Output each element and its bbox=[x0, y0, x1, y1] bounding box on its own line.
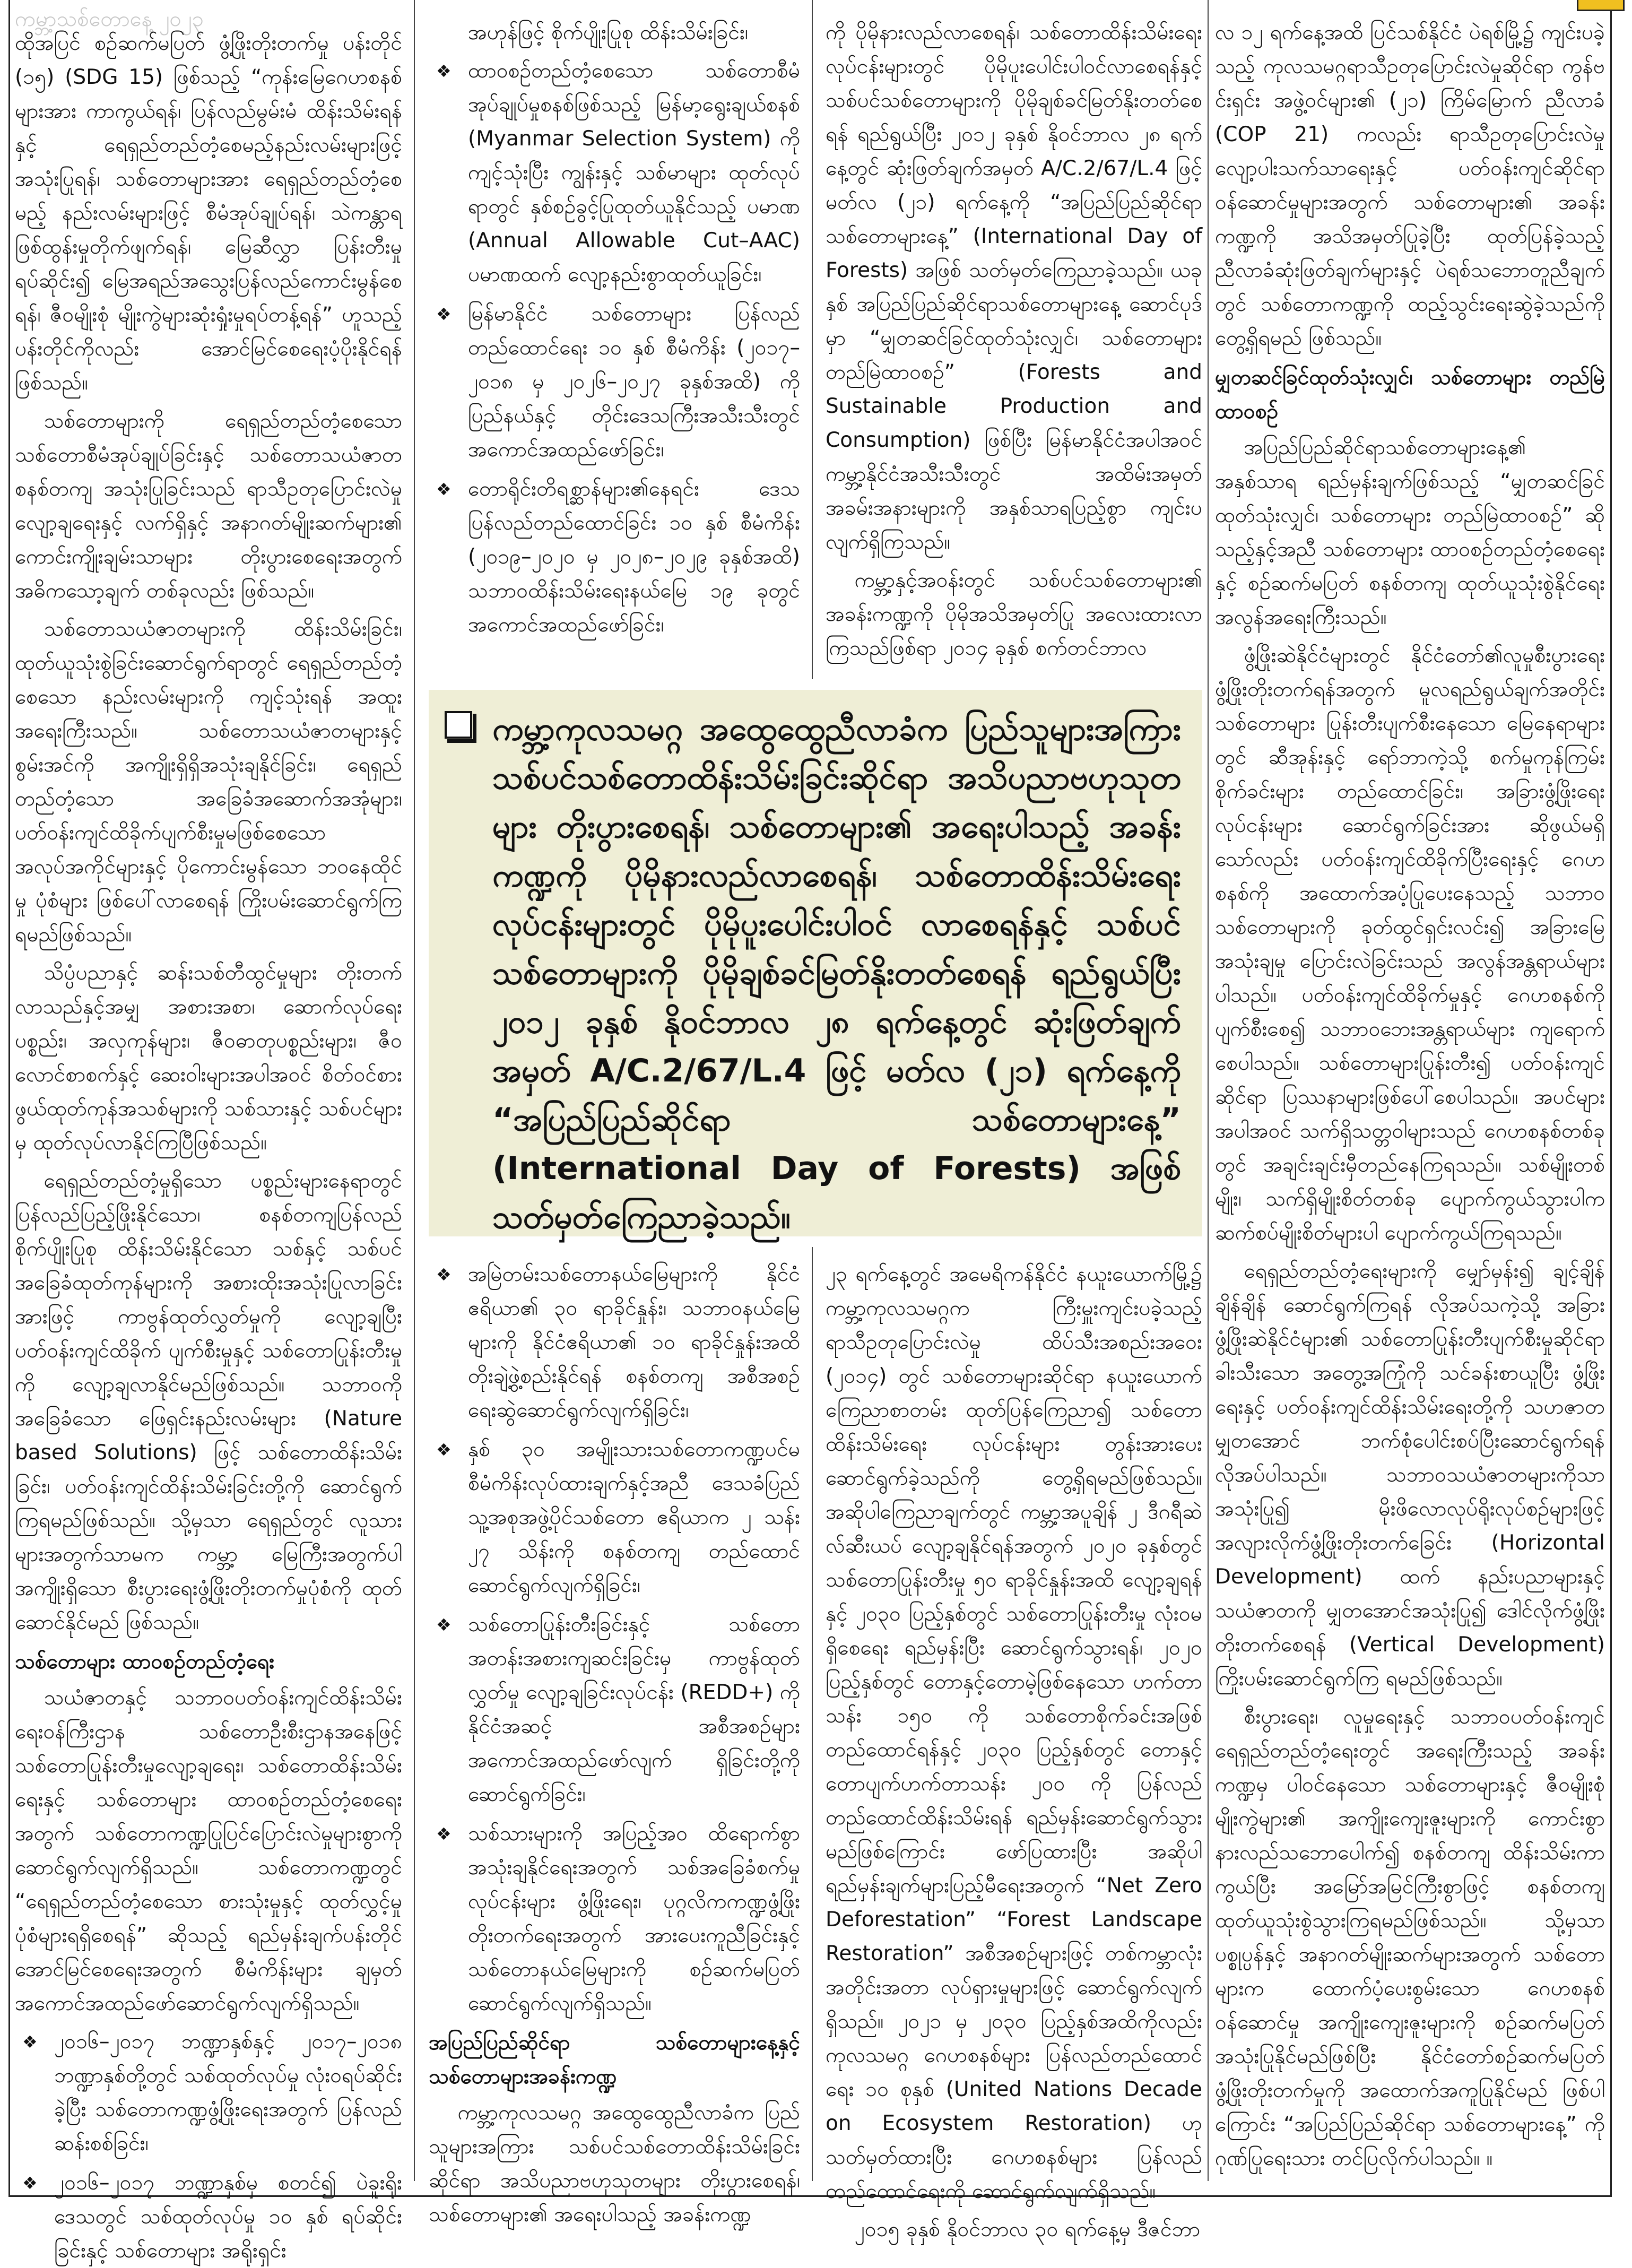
bullet-item: ❖ အမြဲတမ်းသစ်တောနယ်မြေများကို နိုင်ငံဧရိယာ၏ ၃၀ ရာခိုင်နှုန်း၊ သဘာဝနယ်မြေများကို နိုင်ငံဧရိယာ၏ ၁၀ ရာခိုင်နှုန်းအထိ တိုးချဲ့ဖွဲ့စည်းနိုင်ရန် စနစ်တကျ အစီအစဉ်ရေးဆွဲဆောင်ရွက်လျက်ရှိခြင်း၊ bbox=[429, 1258, 800, 1427]
paragraph: စီးပွားရေး၊ လူမှုရေးနှင့် သဘာဝပတ်ဝန်းကျင် ရေရှည်တည်တံ့ရေးတွင် အရေးကြီးသည့် အခန်းကဏ္ဍမှ ပါဝင်နေသော သစ်တောများနှင့် ဇီဝမျိုးစုံမျိုးကွဲများ၏ အကျိုးကျေးဇူးများကို ကောင်းစွာနားလည်သဘောပေါက်၍ စနစ်တကျ ထိန်းသိမ်းကာကွယ်ပြီး အမြော်အမြင်ကြီးစွာဖြင့် စနစ်တကျ ထုတ်ယူသုံးစွဲသွားကြရမည်ဖြစ်သည်။ သို့မှသာ ပစ္စုပ္ပန်နှင့် အနာဂတ်မျိုးဆက်များအတွက် သစ်တောများက ထောက်ပံ့ပေးစွမ်းသော ဂေဟစနစ်ဝန်ဆောင်မှု အကျိုးကျေးဇူးများကို စဉ်ဆက်မပြတ် အသုံးပြုနိုင်မည်ဖြစ်ပြီး နိုင်ငံတော်စဉ်ဆက်မပြတ် ဖွံ့ဖြိုးတိုးတက်မှုကို အထောက်အကူပြုနိုင်မည် ဖြစ်ပါကြောင်း “အပြည်ပြည်ဆိုင်ရာ သစ်တောများနေ့” ကို ဂုဏ်ပြုရေးသား တင်ပြလိုက်ပါသည်။ ။ bbox=[1215, 1705, 1605, 2170]
checkbox-bullet-icon bbox=[445, 711, 472, 739]
article-column-2-lower bbox=[429, 1258, 800, 2227]
bullet-item: ❖ နှစ် ၃၀ အမျိုးသားသစ်တောကဏ္ဍပင်မ စီမံကိန်းလုပ်ထားချက်နှင့်အညီ ဒေသခံပြည်သူ့အစုအဖွဲ့ပိုင်သစ်တော ဧရိယာက ၂ သန်း ၂၇ သိန်းကို စနစ်တကျ တည်ထောင်ဆောင်ရွက်လျက်ရှိခြင်း၊ bbox=[429, 1433, 800, 1603]
corner-tab bbox=[1577, 0, 1625, 11]
article-column-3 bbox=[826, 16, 1202, 674]
article-column-4 bbox=[1215, 16, 1605, 2181]
paragraph: ကမ္ဘာ့ကုလသမဂ္ဂ အထွေထွေညီလာခံက ပြည်သူများအကြား သစ်ပင်သစ်တောထိန်းသိမ်းခြင်းဆိုင်ရာ အသိပညာဗဟုသုတများ တိုးပွားစေရန်၊ သစ်တောများ၏ အရေးပါသည့် အခန်းကဏ္ဍ bbox=[429, 2101, 800, 2227]
running-head: ကမ္ဘာ့သစ်တောနေ့ ၂၀၂၃ bbox=[15, 7, 204, 31]
column-rule bbox=[414, 0, 415, 2181]
pull-quote-text: ကမ္ဘာ့ကုလသမဂ္ဂ အထွေထွေညီလာခံက ပြည်သူများအကြား သစ်ပင်သစ်တောထိန်းသိမ်းခြင်းဆိုင်ရာ အသိပညာဗဟုသုတများ တိုးပွားစေရန်၊ သစ်တောများ၏ အရေးပါသည့် အခန်းကဏ္ဍကို ပိုမိုနားလည်လာစေရန်၊ သစ်တောထိန်းသိမ်းရေးလုပ်ငန်းများတွင် ပိုမိုပူးပေါင်းပါဝင် လာစေရန်နှင့် သစ်ပင်သစ်တောများကို ပိုမိုချစ်ခင်မြတ်နိုးတတ်စေရန် ရည်ရွယ်ပြီး ၂၀၁၂ ခုနှစ် နိုဝင်ဘာလ ၂၈ ရက်နေ့တွင် ဆုံးဖြတ်ချက်အမှတ် A/C.2/67/L.4 ဖြင့် မတ်လ (၂၁) ရက်နေ့ကို “အပြည်ပြည်ဆိုင်ရာ သစ်တောများနေ့” (International Day of Forests) အဖြစ် သတ်မှတ်ကြေညာခဲ့သည်။ bbox=[492, 711, 1181, 1236]
bullet-item: ❖ ၂၀၁၆–၂၀၁၇ ဘဏ္ဍာနှစ်မှ စတင်၍ ပဲခူးရိုးဒေသတွင် သစ်ထုတ်လုပ်မှု ၁၀ နှစ် ရပ်ဆိုင်းခြင်းနှင့် သစ်တောများ အရိုးရှင်း bbox=[15, 2166, 402, 2268]
bullet-item: ❖ ၂၀၁၆–၂၀၁၇ ဘဏ္ဍာနှစ်နှင့် ၂၀၁၇–၂၀၁၈ ဘဏ္ဍာနှစ်တို့တွင် သစ်ထုတ်လုပ်မှု လုံးဝရပ်ဆိုင်းခဲ့ပြီး သစ်တောကဏ္ဍဖွံ့ဖြိုးရေးအတွက် ပြန်လည်ဆန်းစစ်ခြင်း၊ bbox=[15, 2025, 402, 2161]
paragraph: ဖွံ့ဖြိုးဆဲနိုင်ငံများတွင် နိုင်ငံတော်၏လူမှုစီးပွားရေးဖွံ့ဖြိုးတိုးတက်ရန်အတွက် မူလရည်ရွယ်ချက်အတိုင်း သစ်တောများ ပြုန်းတီးပျက်စီးနေသော မြေနေရာများတွင် ဆီအုန်းနှင့် ရော်ဘာကဲ့သို့ စက်မှုကုန်ကြမ်းစိုက်ခင်းများ တည်ထောင်ခြင်း၊ အခြားဖွံ့ဖြိုးရေးလုပ်ငန်းများ ဆောင်ရွက်ခြင်းအား ဆိုဖွယ်မရှိသော်လည်း ပတ်ဝန်းကျင်ထိခိုက်ပြီးရေးနှင့် ဂေဟစနစ်ကို အထောက်အပံ့ပြုပေးနေသည့် သဘာဝသစ်တောများကို ခုတ်ထွင်ရှင်းလင်း၍ အခြားမြေအသုံးချမှု ပြောင်းလဲခြင်းသည် အလွန်အန္တရာယ်များပါသည်။ ပတ်ဝန်းကျင်ထိခိုက်မှုနှင့် ဂေဟစနစ်ကို ပျက်စီးစေ၍ သဘာဝဘေးအန္တရာယ်များ ကျရောက်စေပါသည်။ သစ်တောများပြုန်းတီး၍ ပတ်ဝန်းကျင်ဆိုင်ရာ ပြဿနာများဖြစ်ပေါ်စေပါသည်။ အပင်များအပါအဝင် သက်ရှိသတ္တဝါများသည် ဂေဟစနစ်တစ်ခုတွင် အချင်းချင်းမှီတည်နေကြရသည်။ သစ်မျိုးတစ်မျိုး၊ သက်ရှိမျိုးစိတ်တစ်ခု ပျောက်ကွယ်သွားပါက ဆက်စပ်မျိုးစိတ်များပါ ပျောက်ကွယ်ကြရသည်။ bbox=[1215, 644, 1605, 1245]
section-heading: အပြည်ပြည်ဆိုင်ရာ သစ်တောများနေ့နှင့် သစ်တောများအခန်းကဏ္ဍ bbox=[429, 2031, 800, 2089]
column-rule bbox=[812, 0, 813, 679]
paragraph: ကို ပိုမိုနားလည်လာစေရန်၊ သစ်တောထိန်းသိမ်းရေး လုပ်ငန်းများတွင် ပိုမိုပူးပေါင်းပါဝင်လာစေရန်နှင့် သစ်ပင်သစ်တောများကို ပိုမိုချစ်ခင်မြတ်နိုးတတ်စေရန် ရည်ရွယ်ပြီး ၂၀၁၂ ခုနှစ် နိုဝင်ဘာလ ၂၈ ရက်နေ့တွင် ဆုံးဖြတ်ချက်အမှတ် A/C.2/67/L.4 ဖြင့် မတ်လ (၂၁) ရက်နေ့ကို “အပြည်ပြည်ဆိုင်ရာ သစ်တောများနေ့” (International Day of Forests) အဖြစ် သတ်မှတ်ကြေညာခဲ့သည်။ ယခုနှစ် အပြည်ပြည်ဆိုင်ရာသစ်တောများနေ့ ဆောင်ပုဒ်မှာ “မျှတဆင်ခြင်ထုတ်သုံးလျှင်၊ သစ်တောများ တည်မြဲထာဝစဉ်” (Forests and Sustainable Production and Consumption) ဖြစ်ပြီး မြန်မာနိုင်ငံအပါအဝင် ကမ္ဘာ့နိုင်ငံအသီးသီးတွင် အထိမ်းအမှတ် အခမ်းအနားများကို အနှစ်သာရပြည့်စွာ ကျင်းပလျက်ရှိကြသည်။ bbox=[826, 21, 1202, 554]
paragraph: အဟုန်ဖြင့် စိုက်ပျိုးပြုစု ထိန်းသိမ်းခြင်း၊ bbox=[468, 21, 749, 45]
bullet-item: ❖ သစ်တောပြုန်းတီးခြင်းနှင့် သစ်တောအတန်းအစားကျဆင်းခြင်းမှ ကာဗွန်ထုတ်လွှတ်မှု လျော့ချခြင်းလုပ်ငန်း (REDD+) ကို နိုင်ငံအဆင့် အစီအစဉ်များ အကောင်အထည်ဖော်လျက် ရှိခြင်းတို့ကို ဆောင်ရွက်ခြင်း၊ bbox=[429, 1608, 800, 1812]
paragraph: ကမ္ဘာ့နှင့်အဝန်းတွင် သစ်ပင်သစ်တောများ၏ အခန်းကဏ္ဍကို ပိုမိုအသိအမှတ်ပြု အလေးထားလာကြသည်ဖြစ်ရာ ၂၀၁၄ ခုနှစ် စက်တင်ဘာလ bbox=[826, 568, 1202, 660]
paragraph: ရေရှည်တည်တံ့မှုရှိသော ပစ္စည်းများနေရာတွင် ပြန်လည်ပြည့်ဖြိုးနိုင်သော၊ စနစ်တကျပြန်လည်စိုက်ပျိုးပြုစု ထိန်းသိမ်းနိုင်သော သစ်နှင့် သစ်ပင်အခြေခံထုတ်ကုန်များကို အစားထိုးအသုံးပြုလာခြင်းအားဖြင့် ကာဗွန်ထုတ်လွှတ်မှုကို လျော့ချပြီး ပတ်ဝန်းကျင်ထိခိုက် ပျက်စီးမှုနှင့် သစ်တောပြုန်းတီးမှုကို လျော့ချလာနိုင်မည်ဖြစ်သည်။ သဘာဝကို အခြေခံသော ဖြေရှင်းနည်းလမ်းများ (Nature based Solutions) ဖြင့် သစ်တောထိန်းသိမ်းခြင်း၊ ပတ်ဝန်းကျင်ထိန်းသိမ်းခြင်းတို့ကို ဆောင်ရွက်ကြရမည်ဖြစ်သည်။ သို့မှသာ ရေရှည်တွင် လူသားများအတွက်သာမက ကမ္ဘာ့ မြေကြီးအတွက်ပါ အကျိုးရှိသော စီးပွားရေးဖွံ့ဖြိုးတိုးတက်မှုပုံစံကို ထုတ်ဆောင်နိုင်မည် ဖြစ်သည်။ bbox=[15, 1169, 402, 1634]
bullet-item: ❖ သစ်သားများကို အပြည့်အဝ ထိရောက်စွာအသုံးချနိုင်ရေးအတွက် သစ်အခြေခံစက်မှုလုပ်ငန်းများ ဖွံ့ဖြိုးရေး၊ ပုဂ္ဂလိကကဏ္ဍဖွံ့ဖြိုးတိုးတက်ရေးအတွက် အားပေးကူညီခြင်းနှင့် သစ်တောနယ်မြေများကို စဉ်ဆက်မပြတ် ဆောင်ရွက်လျက်ရှိသည်။ bbox=[429, 1817, 800, 2021]
bullet-item: ❖ တောရိုင်းတိရစ္ဆာန်များ၏နေရင်း ဒေသ ပြန်လည်တည်ထောင်ခြင်း ၁၀ နှစ် စီမံကိန်း (၂၀၁၉–၂၀၂၀ မှ ၂၀၂၈–၂၀၂၉ ခုနှစ်အထိ) သဘာဝထိန်းသိမ်းရေးနယ်မြေ ၁၉ ခုတွင် အကောင်အထည်ဖော်ခြင်း၊ bbox=[429, 472, 800, 642]
paragraph: ၂၀၁၅ ခုနှစ် နိုဝင်ဘာလ ၃၀ ရက်နေ့မှ ဒီဇင်ဘာ bbox=[854, 2218, 1201, 2241]
article-column-1 bbox=[15, 27, 402, 2263]
paragraph: သယံဇာတနှင့် သဘာဝပတ်ဝန်းကျင်ထိန်းသိမ်းရေးဝန်ကြီးဌာန သစ်တောဦးစီးဌာနအနေဖြင့် သစ်တောပြုန်းတီးမှုလျော့ချရေး၊ သစ်တောထိန်းသိမ်းရေးနှင့် သစ်တောများ ထာဝစဉ်တည်တံ့စေရေး အတွက် သစ်တောကဏ္ဍပြုပြင်ပြောင်းလဲမှုများစွာကို ဆောင်ရွက်လျက်ရှိသည်။ သစ်တောကဏ္ဍတွင် “ရေရှည်တည်တံ့စေသော စားသုံးမှုနှင့် ထုတ်လွှင့်မှု ပုံစံများရရှိစေရန်” ဆိုသည့် ရည်မှန်းချက်ပန်းတိုင် အောင်မြင်စေရေးအတွက် စီမံကိန်းများ ချမှတ်အကောင်အထည်ဖော်ဆောင်ရွက်လျက်ရှိသည်။ bbox=[15, 1686, 402, 2015]
paragraph: အပြည်ပြည်ဆိုင်ရာသစ်တောများနေ့၏ အနှစ်သာရ ရည်မှန်းချက်ဖြစ်သည့် “မျှတဆင်ခြင်ထုတ်သုံးလျှင်၊ သစ်တောများ တည်မြဲထာဝစဉ်” ဆိုသည့်နှင့်အညီ သစ်တောများ ထာဝစဉ်တည်တံ့စေရေးနှင့် စဉ်ဆက်မပြတ် စနစ်တကျ ထုတ်ယူသုံးစွဲနိုင်ရေး အလွန်အရေးကြီးသည်။ bbox=[1215, 436, 1605, 629]
bullet-item: ❖ မြန်မာနိုင်ငံ သစ်တောများ ပြန်လည်တည်ထောင်ရေး ၁၀ နှစ် စီမံကိန်း (၂၀၁၇–၂၀၁၈ မှ ၂၀၂၆–၂၀၂၇ ခုနှစ်အထိ) ကို ပြည်နယ်နှင့် တိုင်းဒေသကြီးအသီးသီးတွင် အကောင်အထည်ဖော်ခြင်း၊ bbox=[429, 297, 800, 467]
column-rule bbox=[1208, 0, 1209, 2181]
column-rule bbox=[812, 1247, 813, 2181]
article-column-3-lower bbox=[826, 1258, 1202, 2241]
bullet-item: ❖ ထာဝစဉ်တည်တံ့စေသော သစ်တောစီမံအုပ်ချုပ်မှုစနစ်ဖြစ်သည့် မြန်မာ့ရွေးချယ်စနစ် (Myanmar Selection System) ကို ကျင့်သုံးပြီး ကျွန်းနှင့် သစ်မာများ ထုတ်လုပ်ရာတွင် နှစ်စဉ်ခွင့်ပြုထုတ်ယူနိုင်သည့် ပမာဏ (Annual Allowable Cut–AAC) ပမာဏထက် လျော့နည်းစွာထုတ်ယူခြင်း၊ bbox=[429, 54, 800, 292]
article-column-2 bbox=[429, 16, 800, 674]
section-heading: သစ်တောများ ထာဝစဉ်တည်တံ့ရေး bbox=[15, 1650, 275, 1674]
paragraph: သိပ္ပံပညာနှင့် ဆန်းသစ်တီထွင်မှုများ တိုးတက်လာသည်နှင့်အမျှ အစားအစာ၊ ဆောက်လုပ်ရေးပစ္စည်း၊ အလှကုန်များ၊ ဇီဝဓာတုပစ္စည်းများ၊ ဇီဝလောင်စာစက်နှင့် ဆေးဝါးများအပါအဝင် စိတ်ဝင်စားဖွယ်ထုတ်ကုန်အသစ်များကို သစ်သားနှင့် သစ်ပင်များမှ ထုတ်လုပ်လာနိုင်ကြပြီဖြစ်သည်။ bbox=[15, 961, 402, 1155]
paragraph: သစ်တောသယံဇာတများကို ထိန်းသိမ်းခြင်း၊ ထုတ်ယူသုံးစွဲခြင်းဆောင်ရွက်ရာတွင် ရေရှည်တည်တံ့စေသော နည်းလမ်းများကို ကျင့်သုံးရန် အထူးအရေးကြီးသည်။ သစ်တောသယံဇာတများနှင့် စွမ်းအင်ကို အကျိုးရှိရှိအသုံးချနိုင်ခြင်း၊ ရေရှည်တည်တံ့သော အခြေခံအဆောက်အအုံများ၊ ပတ်ဝန်းကျင်ထိခိုက်ပျက်စီးမှုမဖြစ်စေသော အလုပ်အကိုင်များနှင့် ပိုကောင်းမွန်သော ဘဝနေထိုင်မှု ပုံစံများ ဖြစ်ပေါ်လာစေရန် ကြိုးပမ်းဆောင်ရွက်ကြရမည်ဖြစ်သည်။ bbox=[15, 617, 402, 947]
paragraph: ရေရှည်တည်တံ့ရေးများကို မျှော်မှန်း၍ ချင့်ချိန်ချိန်ချိန် ဆောင်ရွက်ကြရန် လိုအပ်သကဲ့သို့ အခြားဖွံ့ဖြိုးဆဲနိုင်ငံများ၏ သစ်တောပြုန်းတီးပျက်စီးမှုဆိုင်ရာ ခါးသီးသော အတွေ့အကြုံကို သင်ခန်းစာယူပြီး ဖွံ့ဖြိုးရေးနှင့် ပတ်ဝန်းကျင်ထိန်းသိမ်းရေးတို့ကို သဟဇာတမျှတအောင် ဘက်စုံပေါင်းစပ်ပြီးဆောင်ရွက်ရန် လိုအပ်ပါသည်။ သဘာဝသယံဇာတများကိုသာ အသုံးပြု၍ မိုးဖိလောလုပ်ရိုးလုပ်စဉ်များဖြင့် အလျားလိုက်ဖွံ့ဖြိုးတိုးတက်ခြေင်း (Horizontal Development) ထက် နည်းပညာများနှင့် သယံဇာတကို မျှတအောင်အသုံးပြု၍ ဒေါင်လိုက်ဖွံ့ဖြိုးတိုးတက်စေရန် (Vertical Development) ကြိုးပမ်းဆောင်ရွက်ကြ ရမည်ဖြစ်သည်။ bbox=[1215, 1259, 1605, 1691]
paragraph: ၂၃ ရက်နေ့တွင် အမေရိကန်နိုင်ငံ နယူးယောက်မြို့၌ ကမ္ဘာ့ကုလသမဂ္ဂက ကြီးမှူးကျင်းပခဲ့သည့် ရာသီဥတုပြောင်းလဲမှု ထိပ်သီးအစည်းအဝေး (၂၀၁၄) တွင် သစ်တောများဆိုင်ရာ နယူးယောက်ကြေညာစာတမ်း ထုတ်ပြန်ကြေညာ၍ သစ်တောထိန်းသိမ်းရေး လုပ်ငန်းများ တွန်းအားပေး ဆောင်ရွက်ခဲ့သည်ကို တွေ့ရှိရမည်ဖြစ်သည်။ အဆိုပါကြေညာချက်တွင် ကမ္ဘာ့အပူချိန် ၂ ဒီဂရီဆဲလ်ဆီးယပ် လျော့ချနိုင်ရန်အတွက် ၂၀၂၀ ခုနှစ်တွင် သစ်တောပြုန်းတီးမှု ၅၀ ရာခိုင်နှုန်းအထိ လျော့ချရန်နှင့် ၂၀၃၀ ပြည့်နှစ်တွင် သစ်တောပြုန်းတီးမှု လုံးဝမရှိစေရေး ရည်မှန်းပြီး ဆောင်ရွက်သွားရန်၊ ၂၀၂၀ ပြည့်နှစ်တွင် တောနှင့်တောမဲ့ဖြစ်နေသော ဟက်တာသန်း ၁၅၀ ကို သစ်တောစိုက်ခင်းအဖြစ် တည်ထောင်ရန်နှင့် ၂၀၃၀ ပြည့်နှစ်တွင် တောနှင့်တောပျက်ဟက်တာသန်း ၂၀၀ ကို ပြန်လည်တည်ထောင်ထိန်းသိမ်းရန် ရည်မှန်းဆောင်ရွက်သွားမည်ဖြစ်ကြောင်း ဖော်ပြထားပြီး အဆိုပါရည်မှန်းချက်များပြည့်မီရေးအတွက် “Net Zero Deforestation” “Forest Landscape Restoration” အစီအစဉ်များဖြင့် တစ်ကမ္ဘာလုံးအတိုင်းအတာ လုပ်ရှားမှုများဖြင့် ဆောင်ရွက်လျက်ရှိသည်။ ၂၀၂၁ မှ ၂၀၃၀ ပြည့်နှစ်အထိကိုလည်း ကုလသမဂ္ဂ ဂေဟစနစ်များ ပြန်လည်တည်ထောင်ရေး ၁၀ စုနှစ် (United Nations Decade on Ecosystem Restoration) ဟု သတ်မှတ်ထားပြီး ဂေဟစနစ်များ ပြန်လည်တည်ထောင်ရေးကို ဆောင်ရွက်လျက်ရှိသည်။ bbox=[826, 1262, 1202, 2203]
paragraph: လ ၁၂ ရက်နေ့အထိ ပြင်သစ်နိုင်ငံ ပဲရစ်မြို့၌ ကျင်းပခဲ့သည့် ကုလသမဂ္ဂရာသီဥတုပြောင်းလဲမှုဆိုင်ရာ ကွန်ဗင်းရှင်း အဖွဲ့ဝင်များ၏ (၂၁) ကြိမ်မြောက် ညီလာခံ (COP 21) ကလည်း ရာသီဥတုပြောင်းလဲမှု လျော့ပါးသက်သာရေးနှင့် ပတ်ဝန်းကျင်ဆိုင်ရာ ဝန်ဆောင်မှုများအတွက် သစ်တောများ၏ အခန်းကဏ္ဍကို အသိအမှတ်ပြုခဲ့ပြီး ထုတ်ပြန်ခဲ့သည့် ညီလာခံဆုံးဖြတ်ချက်များနှင့် ပဲရစ်သဘောတူညီချက်တွင် သစ်တောကဏ္ဍကို ထည့်သွင်းရေးဆွဲခဲ့သည်ကို တွေ့ရှိရမည် ဖြစ်သည်။ bbox=[1215, 21, 1605, 350]
section-heading: မျှတဆင်ခြင်ထုတ်သုံးလျှင်၊ သစ်တောများ တည်မြဲ ထာဝစဉ် bbox=[1215, 366, 1605, 423]
pull-quote-box bbox=[429, 690, 1202, 1236]
paragraph: ထိုအပြင် စဉ်ဆက်မပြတ် ဖွံ့ဖြိုးတိုးတက်မှု ပန်းတိုင် (၁၅) (SDG 15) ဖြစ်သည့် “ကုန်းမြေဂေဟစနစ်များအား ကာကွယ်ရန်၊ ပြန်လည်မွမ်းမံ ထိန်းသိမ်းရန်နှင့် ရေရှည်တည်တံ့စေမည့်နည်းလမ်းများဖြင့် အသုံးပြုရန်၊ သစ်တောများအား ရေရှည်တည်တံ့စေမည့် နည်းလမ်းများဖြင့် စီမံအုပ်ချုပ်ရန်၊ သဲကန္တာရဖြစ်ထွန်းမှုတိုက်ဖျက်ရန်၊ မြေဆီလွှာ ပြန်းတီးမှုရပ်ဆိုင်း၍ မြေအရည်အသွေးပြန်လည်ကောင်းမွန်စေရန်၊ ဇီဝမျိုးစုံ မျိုးကွဲများဆုံးရှုံးမှုရပ်တန့်ရန်” ဟူသည့် ပန်းတိုင်ကိုလည်း အောင်မြင်စေရေးပံ့ပိုးနိုင်ရန် ဖြစ်သည်။ bbox=[15, 31, 402, 395]
paragraph: သစ်တောများကို ရေရှည်တည်တံ့စေသော သစ်တောစီမံအုပ်ချုပ်ခြင်းနှင့် သစ်တောသယံဇာတ စနစ်တကျ အသုံးပြုခြင်းသည် ရာသီဥတုပြောင်းလဲမှုလျော့ချရေးနှင့် လက်ရှိနှင့် အနာဂတ်မျိုးဆက်များ၏ ကောင်းကျိုးချမ်းသာများ တိုးပွားစေရေးအတွက် အဓိကသော့ချက် တစ်ခုလည်း ဖြစ်သည်။ bbox=[15, 409, 402, 603]
